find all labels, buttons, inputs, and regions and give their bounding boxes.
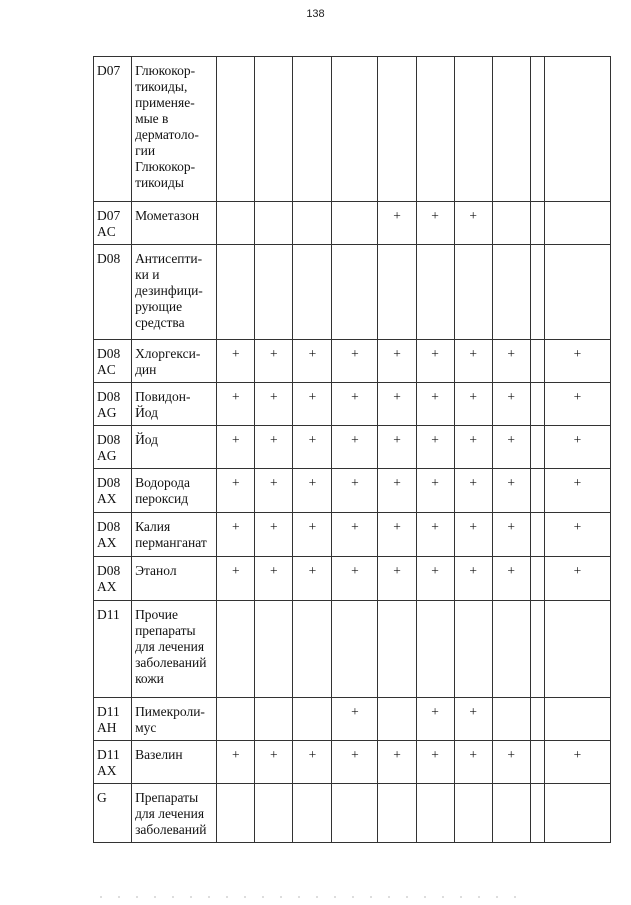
mark-cell	[293, 698, 332, 741]
mark-cell	[454, 57, 492, 202]
mark-cell: +	[454, 698, 492, 741]
atc-code-cell: D08 AX	[94, 469, 132, 513]
mark-cell	[332, 57, 378, 202]
mark-cell: +	[332, 557, 378, 601]
mark-cell	[217, 57, 255, 202]
mark-cell: +	[217, 383, 255, 426]
mark-cell: +	[378, 741, 416, 784]
mark-cell	[544, 784, 610, 843]
mark-cell: +	[416, 383, 454, 426]
mark-cell	[530, 202, 544, 245]
mark-cell	[416, 57, 454, 202]
mark-cell: +	[378, 383, 416, 426]
atc-code-cell: D08 AC	[94, 340, 132, 383]
mark-cell: +	[378, 426, 416, 469]
table-row	[94, 383, 611, 426]
mark-cell	[544, 57, 610, 202]
mark-cell	[416, 601, 454, 698]
atc-code-cell: D08	[94, 245, 132, 340]
mark-cell	[530, 383, 544, 426]
mark-cell	[255, 245, 293, 340]
mark-cell: +	[492, 340, 530, 383]
mark-cell: +	[416, 469, 454, 513]
atc-code-cell: D07	[94, 57, 132, 202]
mark-cell	[378, 245, 416, 340]
mark-cell: +	[454, 557, 492, 601]
mark-cell	[378, 57, 416, 202]
table-row	[94, 601, 611, 698]
mark-cell: +	[217, 557, 255, 601]
mark-cell: +	[454, 469, 492, 513]
mark-cell: +	[378, 202, 416, 245]
mark-cell	[416, 245, 454, 340]
mark-cell	[293, 202, 332, 245]
mark-cell: +	[492, 469, 530, 513]
drug-name-cell: Вазелин	[132, 741, 217, 784]
atc-code-cell: D11 AX	[94, 741, 132, 784]
mark-cell	[217, 601, 255, 698]
mark-cell	[217, 202, 255, 245]
drug-name-cell: Калия перманганат	[132, 513, 217, 557]
mark-cell: +	[544, 557, 610, 601]
mark-cell	[544, 202, 610, 245]
drug-name-cell: Йод	[132, 426, 217, 469]
table-row	[94, 57, 611, 202]
mark-cell	[530, 245, 544, 340]
mark-cell: +	[293, 741, 332, 784]
mark-cell: +	[454, 741, 492, 784]
mark-cell	[217, 698, 255, 741]
scan-artifact	[100, 896, 530, 898]
mark-cell	[530, 698, 544, 741]
mark-cell: +	[416, 202, 454, 245]
mark-cell: +	[416, 557, 454, 601]
mark-cell	[530, 741, 544, 784]
mark-cell: +	[378, 340, 416, 383]
drug-name-cell: Хлоргекси- дин	[132, 340, 217, 383]
mark-cell: +	[454, 202, 492, 245]
mark-cell	[332, 601, 378, 698]
drug-name-cell: Повидон- Йод	[132, 383, 217, 426]
mark-cell: +	[255, 340, 293, 383]
mark-cell: +	[332, 741, 378, 784]
mark-cell: +	[492, 513, 530, 557]
mark-cell: +	[293, 513, 332, 557]
mark-cell: +	[217, 741, 255, 784]
mark-cell	[454, 601, 492, 698]
mark-cell: +	[293, 340, 332, 383]
mark-cell	[332, 245, 378, 340]
mark-cell: +	[217, 469, 255, 513]
mark-cell	[332, 784, 378, 843]
mark-cell: +	[293, 426, 332, 469]
mark-cell	[454, 245, 492, 340]
mark-cell: +	[416, 698, 454, 741]
table-row	[94, 741, 611, 784]
mark-cell	[217, 245, 255, 340]
mark-cell	[544, 245, 610, 340]
mark-cell	[530, 426, 544, 469]
mark-cell	[492, 698, 530, 741]
mark-cell	[255, 202, 293, 245]
mark-cell	[416, 784, 454, 843]
mark-cell	[378, 698, 416, 741]
mark-cell: +	[544, 383, 610, 426]
table-row	[94, 202, 611, 245]
mark-cell: +	[544, 741, 610, 784]
mark-cell: +	[332, 698, 378, 741]
mark-cell: +	[544, 340, 610, 383]
mark-cell	[530, 557, 544, 601]
mark-cell: +	[454, 383, 492, 426]
mark-cell: +	[378, 469, 416, 513]
mark-cell: +	[378, 513, 416, 557]
mark-cell	[530, 513, 544, 557]
atc-code-cell: D07 AC	[94, 202, 132, 245]
mark-cell: +	[332, 340, 378, 383]
mark-cell: +	[378, 557, 416, 601]
mark-cell: +	[544, 513, 610, 557]
drug-table	[93, 56, 611, 843]
mark-cell	[492, 784, 530, 843]
table-row	[94, 340, 611, 383]
mark-cell	[530, 784, 544, 843]
mark-cell	[492, 245, 530, 340]
mark-cell: +	[332, 383, 378, 426]
atc-code-cell: G	[94, 784, 132, 843]
mark-cell: +	[492, 426, 530, 469]
drug-name-cell: Пимекроли- мус	[132, 698, 217, 741]
mark-cell	[530, 601, 544, 698]
mark-cell: +	[293, 383, 332, 426]
drug-name-cell: Водорода пероксид	[132, 469, 217, 513]
mark-cell: +	[416, 426, 454, 469]
mark-cell: +	[454, 340, 492, 383]
mark-cell: +	[492, 557, 530, 601]
mark-cell: +	[293, 557, 332, 601]
table-row	[94, 784, 611, 843]
table-row	[94, 426, 611, 469]
mark-cell: +	[332, 513, 378, 557]
mark-cell	[332, 202, 378, 245]
mark-cell: +	[544, 426, 610, 469]
mark-cell: +	[454, 513, 492, 557]
mark-cell	[530, 57, 544, 202]
mark-cell	[255, 57, 293, 202]
drug-name-cell: Препараты для лечения заболеваний	[132, 784, 217, 843]
mark-cell: +	[255, 469, 293, 513]
mark-cell	[492, 202, 530, 245]
mark-cell: +	[416, 741, 454, 784]
table-row	[94, 245, 611, 340]
page-number: 138	[306, 8, 325, 20]
mark-cell	[293, 784, 332, 843]
mark-cell	[255, 784, 293, 843]
mark-cell: +	[217, 513, 255, 557]
mark-cell: +	[293, 469, 332, 513]
mark-cell	[544, 698, 610, 741]
atc-code-cell: D11	[94, 601, 132, 698]
drug-name-cell: Этанол	[132, 557, 217, 601]
mark-cell	[454, 784, 492, 843]
mark-cell	[492, 57, 530, 202]
mark-cell	[293, 57, 332, 202]
mark-cell: +	[217, 426, 255, 469]
drug-name-cell: Мометазон	[132, 202, 217, 245]
drug-name-cell: Прочие препараты для лечения заболеваний кожи	[132, 601, 217, 698]
mark-cell	[217, 784, 255, 843]
mark-cell	[255, 698, 293, 741]
mark-cell: +	[255, 513, 293, 557]
atc-code-cell: D08 AG	[94, 426, 132, 469]
atc-code-cell: D08 AG	[94, 383, 132, 426]
mark-cell: +	[332, 426, 378, 469]
mark-cell	[544, 601, 610, 698]
mark-cell: +	[255, 741, 293, 784]
table-row	[94, 557, 611, 601]
mark-cell: +	[332, 469, 378, 513]
mark-cell: +	[492, 741, 530, 784]
atc-code-cell: D11 AH	[94, 698, 132, 741]
table-row	[94, 513, 611, 557]
mark-cell	[293, 245, 332, 340]
mark-cell: +	[255, 426, 293, 469]
mark-cell	[255, 601, 293, 698]
mark-cell: +	[416, 340, 454, 383]
mark-cell: +	[217, 340, 255, 383]
mark-cell	[378, 601, 416, 698]
drug-name-cell: Антисепти- ки и дезинфици- рующие средства	[132, 245, 217, 340]
mark-cell	[530, 340, 544, 383]
mark-cell: +	[492, 383, 530, 426]
mark-cell	[378, 784, 416, 843]
mark-cell: +	[544, 469, 610, 513]
mark-cell: +	[416, 513, 454, 557]
mark-cell	[293, 601, 332, 698]
drug-name-cell: Глюкокор- тикоиды, применяе- мые в дерматоло- гии Глюкокор- тикоиды	[132, 57, 217, 202]
mark-cell	[492, 601, 530, 698]
atc-code-cell: D08 AX	[94, 513, 132, 557]
mark-cell: +	[454, 426, 492, 469]
atc-code-cell: D08 AX	[94, 557, 132, 601]
mark-cell: +	[255, 383, 293, 426]
mark-cell: +	[255, 557, 293, 601]
mark-cell	[530, 469, 544, 513]
table-row	[94, 698, 611, 741]
table-row	[94, 469, 611, 513]
